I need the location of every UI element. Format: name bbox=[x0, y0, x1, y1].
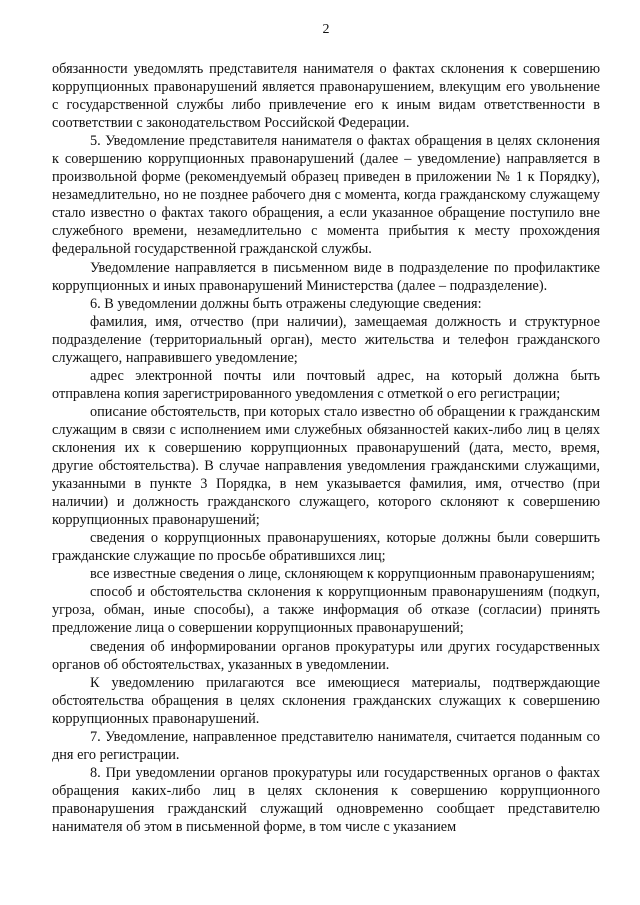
document-page bbox=[52, 0, 600, 905]
paragraph-item-6: 6. В уведомлении должны быть отражены следующие сведения: bbox=[90, 295, 482, 312]
paragraph-notification-submission: Уведомление направляется в письменном виде в подразделение по профилактике коррупционных и иных правонарушений Министерства (далее – подразделение). bbox=[52, 259, 600, 294]
paragraph-full-name: фамилия, имя, отчество (при наличии), замещаемая должность и структурное подразделение (территориальный орган), место жительства и телефон гражданского служащего, направившего уведомление; bbox=[52, 313, 600, 366]
paragraph-person-info: все известные сведения о лице, склоняющем к коррупционным правонарушениям; bbox=[90, 566, 595, 583]
paragraph-attachments: К уведомлению прилагаются все имеющиеся материалы, подтверждающие обстоятельства обращения в целях склонения гражданских служащих к совершению коррупционных правонарушений. bbox=[52, 674, 600, 727]
paragraph-item-8: 8. При уведомлении органов прокуратуры или государственных органов о фактах обращения каких-либо лиц в целях склонения к совершению коррупционного правонарушения гражданский служащий одновременно сообщает представителю нанимателя об этом в письменной форме, в том числе с указанием bbox=[52, 764, 600, 835]
document-body bbox=[52, 60, 600, 836]
paragraph-item-7: 7. Уведомление, направленное представителю нанимателя, считается поданным со дня его регистрации. bbox=[52, 728, 600, 763]
paragraph-continuation: обязанности уведомлять представителя нанимателя о фактах склонения к совершению коррупционных правонарушений является правонарушением, влекущим его увольнение с государственной службы либо привлечение его к иным видам ответственности в соответствии с законодательством Российской Федерации. bbox=[52, 61, 600, 132]
page-number: 2 bbox=[322, 22, 330, 37]
paragraph-prosecutor-info: сведения об информировании органов прокуратуры или других государственных органов об обстоятельствах, указанных в уведомлении. bbox=[52, 638, 600, 673]
paragraph-email-address: адрес электронной почты или почтовый адрес, на который должна быть отправлена копия зарегистрированного уведомления с отметкой о его регистрации; bbox=[52, 367, 600, 402]
paragraph-offenses-info: сведения о коррупционных правонарушениях, которые должны были совершить гражданские служащие по просьбе обратившихся лиц; bbox=[52, 530, 600, 565]
paragraph-method: способ и обстоятельства склонения к коррупционным правонарушениям (подкуп, угроза, обман, иные способы), а также информация об отказе (согласии) принять предложение лица о совершении коррупционных правонарушений; bbox=[52, 584, 600, 637]
paragraph-item-5: 5. Уведомление представителя нанимателя о фактах обращения в целях склонения к совершению коррупционных правонарушений (далее – уведомление) направляется в произвольной форме (рекомендуемый образец приведен в приложении № 1 к Порядку), незамедлительно, но не позднее рабочего дня с момента, когда гражданскому служащему стало известно о фактах такого обращения, а если указанное обращение поступило вне служебного времени, незамедлительно с момента прибытия к месту прохождения федеральной государственной гражданской службы. bbox=[52, 133, 600, 258]
paragraph-circumstances: описание обстоятельств, при которых стало известно об обращении к гражданским служащим в связи с исполнением ими служебных обязанностей каких-либо лиц в целях склонения их к совершению коррупционных правонарушений (дата, место, время, другие обстоятельства). В случае направления уведомления гражданскими служащими, указанными в пункте 3 Порядка, в нем указывается фамилия, имя, отчество (при наличии) и должность гражданского служащего, которого склоняют к совершению коррупционных правонарушений; bbox=[52, 403, 600, 529]
